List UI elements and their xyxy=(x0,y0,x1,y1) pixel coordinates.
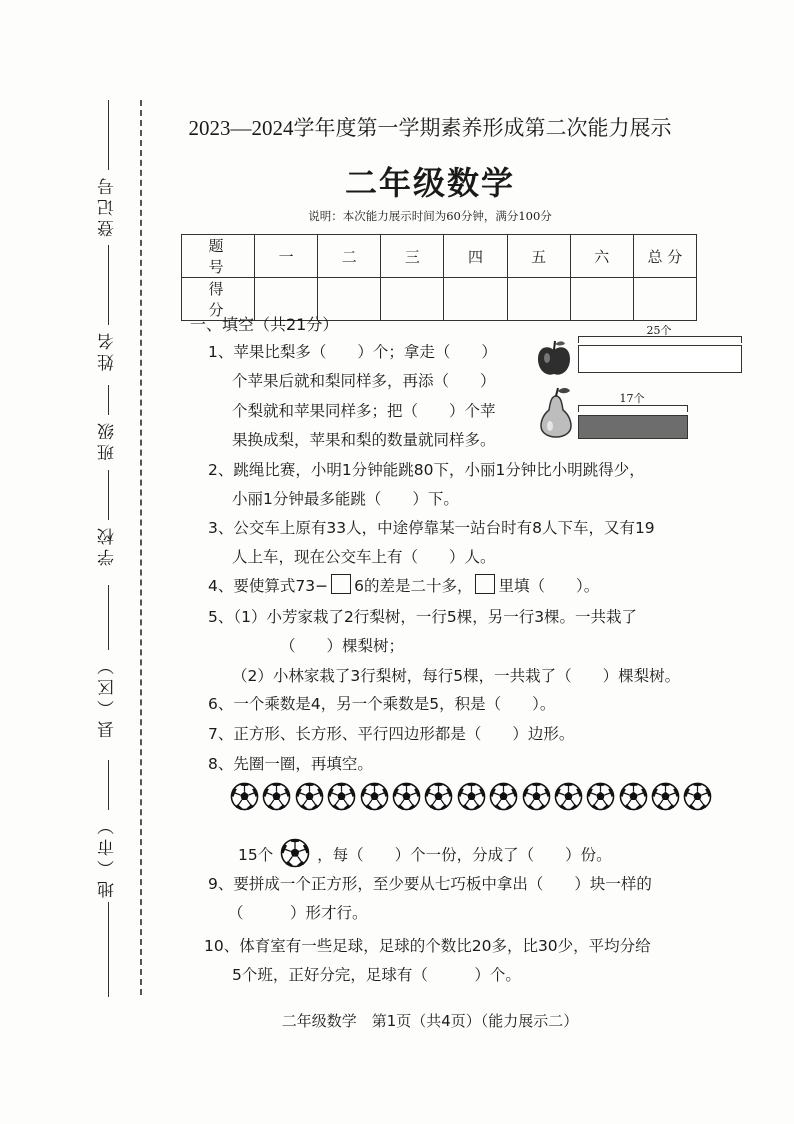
register-no-field[interactable] xyxy=(88,100,128,241)
city-underline xyxy=(108,760,109,810)
class-field[interactable] xyxy=(88,385,128,465)
score-header-cell: 二 xyxy=(318,235,381,278)
score-input-cell[interactable] xyxy=(381,278,444,321)
q2-line1: 2、跳绳比赛，小明1分钟能跳80下，小丽1分钟比小明跳得少， xyxy=(208,461,645,479)
question-5 xyxy=(208,603,680,691)
name-field[interactable] xyxy=(88,245,128,375)
soccer-ball-icon[interactable] xyxy=(586,782,615,811)
pears-bar xyxy=(578,415,688,439)
question-6: 6、一个乘数是4，另一个乘数是5，积是（ ）。 xyxy=(208,695,556,713)
pears-bracket xyxy=(578,405,688,412)
apples-bracket xyxy=(578,336,742,343)
score-header-cell: 题 号 xyxy=(182,235,255,278)
name-underline xyxy=(108,245,109,325)
soccer-ball-icon[interactable] xyxy=(489,782,518,811)
q9-line2: （ ）形才行。 xyxy=(228,904,368,923)
soccer-ball-icon[interactable] xyxy=(619,782,648,811)
soccer-ball-row xyxy=(230,782,712,811)
apples-bar xyxy=(578,345,742,373)
class-underline xyxy=(108,385,109,415)
city-underline-2 xyxy=(108,902,109,997)
q4-part3: 里填（ ）。 xyxy=(498,577,600,595)
soccer-ball-icon[interactable] xyxy=(230,782,259,811)
soccer-ball-icon[interactable] xyxy=(651,782,680,811)
question-9 xyxy=(208,870,652,929)
soccer-ball-icon[interactable] xyxy=(262,782,291,811)
soccer-ball-icon[interactable] xyxy=(554,782,583,811)
pears-count-label: 17个 xyxy=(619,392,645,405)
question-7: 7、正方形、长方形、平行四边形都是（ ）边形。 xyxy=(208,725,575,743)
school-field[interactable] xyxy=(88,470,128,570)
q8-part2: ，每（ ）个一份，分成了（ ）份。 xyxy=(317,846,612,864)
score-input-cell[interactable] xyxy=(633,278,696,321)
city-label: 地（市） xyxy=(97,814,118,898)
county-underline xyxy=(108,585,109,650)
q2-line2: 小丽1分钟最多能跳（ ）下。 xyxy=(232,490,459,509)
soccer-ball-icon[interactable] xyxy=(295,782,324,811)
score-header-cell: 一 xyxy=(255,235,318,278)
register-no-underline xyxy=(108,100,109,170)
q5-line1: 5、（1）小芳家栽了2行梨树，一行5棵，另一行3棵。一共栽了 xyxy=(208,608,638,626)
score-header-cell: 五 xyxy=(507,235,570,278)
score-table xyxy=(181,234,697,321)
subject-title: 二年级数学 xyxy=(344,164,515,202)
q10-line1: 10、体育室有一些足球，足球的个数比20多，比30少，平均分给 xyxy=(204,937,651,955)
q4-part1: 4、要使算式73− xyxy=(208,577,329,595)
q1-line3: 个梨就和苹果同样多；把（ ）个苹 xyxy=(232,401,496,420)
soccer-ball-icon[interactable] xyxy=(360,782,389,811)
county-field[interactable] xyxy=(88,585,128,742)
q4-answer-box[interactable] xyxy=(331,574,351,594)
soccer-ball-icon[interactable] xyxy=(424,782,453,811)
q4-part2: 6的差是二十多， xyxy=(354,577,473,595)
soccer-ball-icon[interactable] xyxy=(392,782,421,811)
q5-line2: （ ）棵梨树； xyxy=(280,637,405,656)
score-input-cell[interactable] xyxy=(507,278,570,321)
score-header-cell: 六 xyxy=(570,235,633,278)
soccer-ball-icon[interactable] xyxy=(327,782,356,811)
q4-box-reference xyxy=(475,574,495,594)
question-8-fill xyxy=(238,838,612,870)
exam-note: 说明：本次能力展示时间为60分钟，满分100分 xyxy=(308,209,552,223)
score-header-cell: 四 xyxy=(444,235,507,278)
city-field[interactable] xyxy=(88,760,128,997)
score-row-label: 得 分 xyxy=(182,278,255,321)
q9-line1: 9、要拼成一个正方形，至少要从七巧板中拿出（ ）块一样的 xyxy=(208,875,652,893)
class-label: 班级 xyxy=(97,419,118,461)
soccer-ball-icon xyxy=(280,838,310,868)
score-header-cell: 三 xyxy=(381,235,444,278)
score-table-header-row xyxy=(182,235,697,278)
pear-icon xyxy=(538,386,574,438)
school-underline xyxy=(108,470,109,520)
q3-line2: 人上车，现在公交车上有（ ）人。 xyxy=(232,548,496,567)
question-8-prompt: 8、先圈一圈，再填空。 xyxy=(208,755,373,773)
question-10 xyxy=(204,932,651,991)
question-3 xyxy=(208,514,655,573)
question-1 xyxy=(208,338,497,456)
page-footer: 二年级数学 第1页（共4页）（能力展示二） xyxy=(281,1012,579,1030)
score-input-cell[interactable] xyxy=(444,278,507,321)
register-no-label: 登记号 xyxy=(97,174,118,237)
q8-part1: 15个 xyxy=(238,846,274,864)
apples-count-label: 25个 xyxy=(646,324,672,337)
school-label: 学校 xyxy=(97,524,118,566)
name-label: 姓名 xyxy=(97,329,118,371)
score-input-cell[interactable] xyxy=(570,278,633,321)
soccer-ball-icon[interactable] xyxy=(683,782,712,811)
soccer-ball-icon[interactable] xyxy=(522,782,551,811)
section-1-title: 一、填空（共21分） xyxy=(190,315,339,334)
q10-line2: 5个班，正好分完，足球有（ ）个。 xyxy=(232,966,521,985)
apple-icon xyxy=(536,338,572,378)
question-2 xyxy=(208,456,645,515)
q1-line1: 1、苹果比梨多（ ）个；拿走（ ） xyxy=(208,343,497,361)
soccer-ball-icon[interactable] xyxy=(457,782,486,811)
score-header-cell: 总 分 xyxy=(633,235,696,278)
exam-title: 2023—2024学年度第一学期素养形成第二次能力展示 xyxy=(188,116,672,140)
q3-line1: 3、公交车上原有33人，中途停靠某一站台时有8人下车，又有19 xyxy=(208,519,655,537)
county-label: 县（区） xyxy=(97,654,118,738)
q1-line4: 果换成梨，苹果和梨的数量就同样多。 xyxy=(232,431,496,450)
question-4 xyxy=(208,572,599,601)
q1-line2: 个苹果后就和梨同样多，再添（ ） xyxy=(232,372,496,391)
q5-line3: （2）小林家栽了3行梨树，每行5棵，一共栽了（ ）棵梨树。 xyxy=(232,666,681,685)
binding-dashed-line xyxy=(140,100,142,995)
